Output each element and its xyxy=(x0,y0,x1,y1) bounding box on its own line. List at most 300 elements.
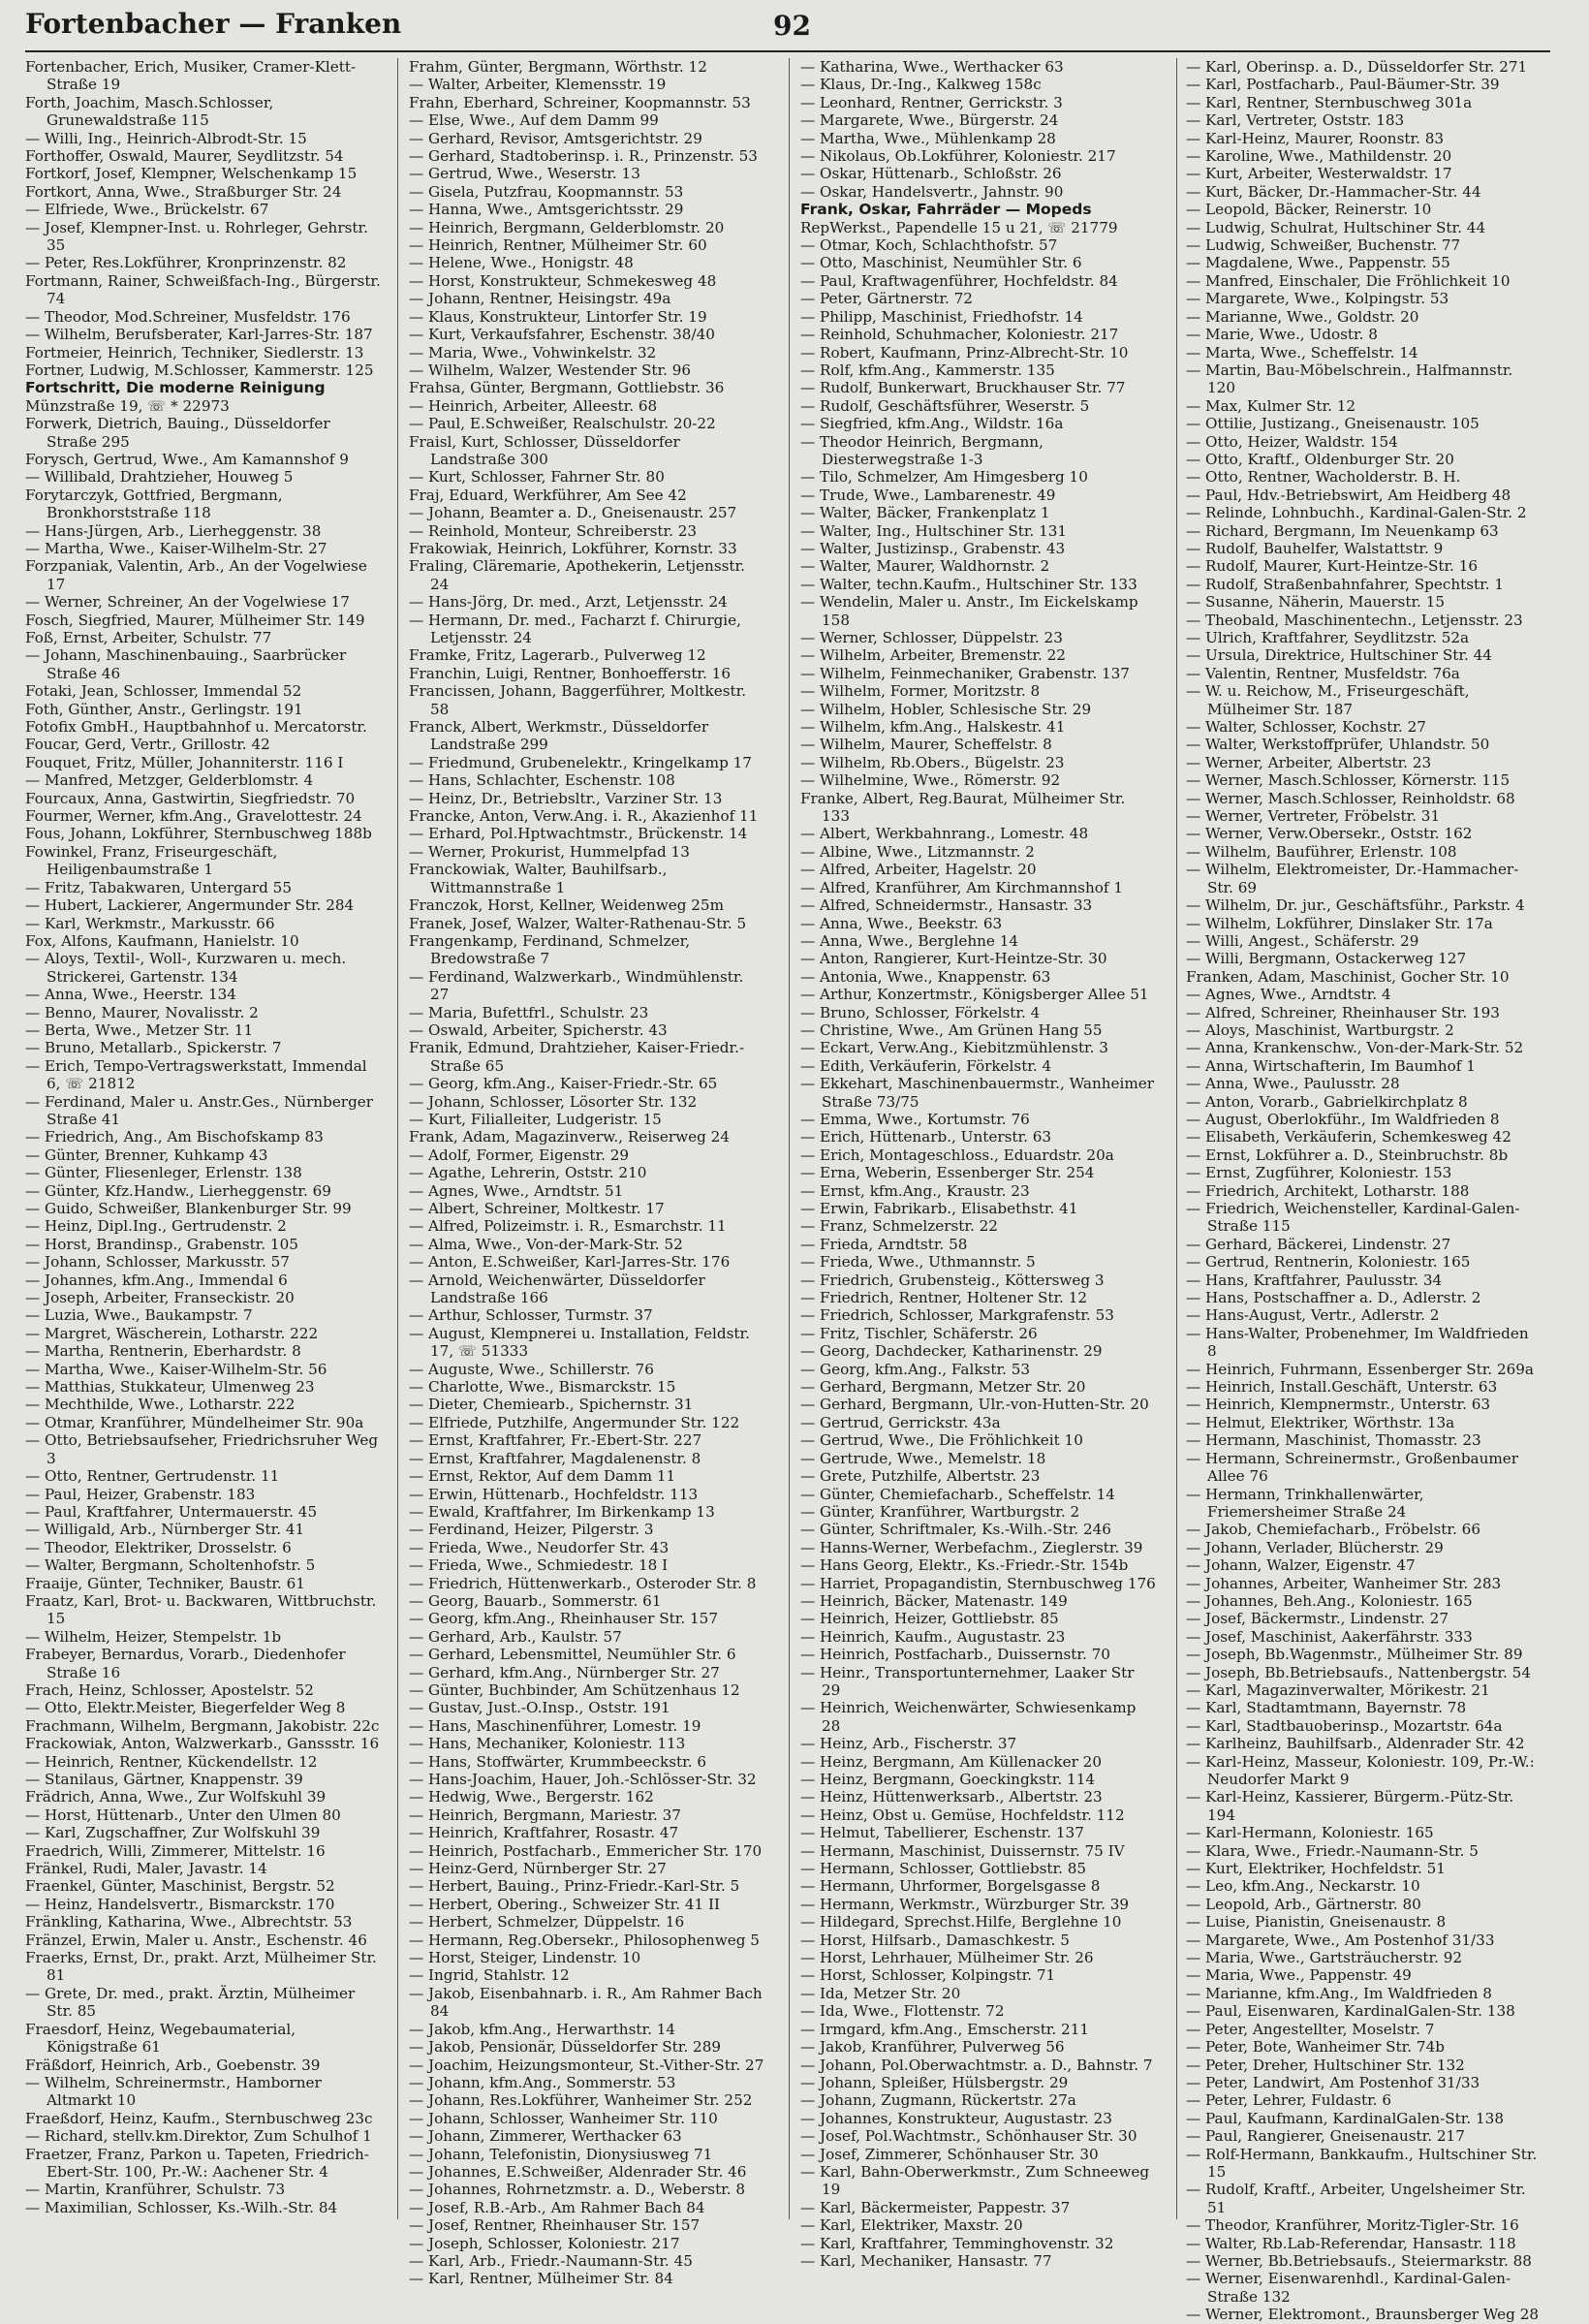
directory-entry: — Elfriede, Wwe., Brückelstr. 67 xyxy=(25,201,269,219)
directory-entry: — Paul, Kaufmann, KardinalGalen-Str. 138 xyxy=(1186,2109,1504,2127)
directory-entry: — Agnes, Wwe., Arndtstr. 51 xyxy=(409,1181,624,1200)
directory-entry: — Susanne, Näherin, Mauerstr. 15 xyxy=(1186,593,1446,612)
directory-entry: — Valentin, Rentner, Musfeldstr. 76a xyxy=(1186,664,1460,682)
directory-entry: Frackowiak, Anton, Walzwerkarb., Ganssstr. 16 xyxy=(25,1735,380,1753)
directory-entry: — Werner, Eisenwarenhdl., Kardinal-Galen-Straße 132 xyxy=(1186,2270,1511,2306)
directory-entry: — Maria, Wwe., Vohwinkelstr. 32 xyxy=(409,343,657,361)
directory-entry: — Werner, Vertreter, Fröbelstr. 31 xyxy=(1186,807,1441,826)
directory-entry: — Dieter, Chemiearb., Spichernstr. 31 xyxy=(409,1396,694,1414)
directory-entry: — Horst, Konstrukteur, Schmekesweg 48 xyxy=(409,271,717,290)
directory-entry: — Auguste, Wwe., Schillerstr. 76 xyxy=(409,1360,654,1378)
directory-entry: — Hans-August, Vertr., Adlerstr. 2 xyxy=(1186,1306,1440,1325)
directory-entry: — Margret, Wäscherein, Lotharstr. 222 xyxy=(25,1324,319,1342)
directory-entry: — Ferdinand, Heizer, Pilgerstr. 3 xyxy=(409,1521,654,1539)
directory-entry: Franckowiak, Walter, Bauhilfsarb., Wittmannstraße 1 xyxy=(409,861,668,896)
directory-entry: — Georg, kfm.Ang., Falkstr. 53 xyxy=(800,1360,1031,1378)
directory-entry: — Karl, Vertreter, Oststr. 183 xyxy=(1186,111,1405,130)
directory-entry: — Erich, Tempo-Vertragswerkstatt, Immendal 6, ☏ 21812 xyxy=(25,1056,367,1093)
directory-entry: — Luise, Pianistin, Gneisenaustr. 8 xyxy=(1186,1913,1447,1931)
directory-entry: — Heinrich, Rentner, Kückendellstr. 12 xyxy=(25,1752,318,1771)
directory-entry: — Heinrich, Install.Geschäft, Unterstr. 63 xyxy=(1186,1378,1498,1397)
directory-entry: — Theobald, Maschinentechn., Letjensstr. 23 xyxy=(1186,611,1523,629)
directory-entry: — Otto, Rentner, Wacholderstr. B. H. xyxy=(1186,468,1461,487)
directory-entry: — Günter, Brenner, Kuhkamp 43 xyxy=(25,1146,268,1164)
directory-entry: — Theodor Heinrich, Bergmann, Diesterwegstraße 1-3 xyxy=(800,432,1044,468)
directory-entry: — Alfred, Schreiner, Rheinhauser Str. 193 xyxy=(1186,1003,1500,1021)
directory-entry: — Antonia, Wwe., Knappenstr. 63 xyxy=(800,967,1051,986)
directory-entry: Fraatz, Karl, Brot- u. Backwaren, Wittbruchstr. 15 xyxy=(25,1591,377,1628)
directory-entry: Frachmann, Wilhelm, Bergmann, Jakobistr. 22c xyxy=(25,1716,380,1735)
directory-entry: — Christine, Wwe., Am Grünen Hang 55 xyxy=(800,1021,1103,1039)
directory-entry: — Hans Georg, Elektr., Ks.-Friedr.-Str. 154b xyxy=(800,1556,1129,1575)
directory-entry: — August, Oberlokführ., Im Waldfrieden 8 xyxy=(1186,1110,1500,1128)
directory-entry: — Anna, Wwe., Paulusstr. 28 xyxy=(1186,1075,1400,1093)
directory-entry: — Wilhelm, Bauführer, Erlenstr. 108 xyxy=(1186,842,1457,861)
directory-entry: — Johann, Spleißer, Hülsbergstr. 29 xyxy=(800,2073,1069,2091)
directory-entry: — Joseph, Bb.Wagenmstr., Mülheimer Str. 89 xyxy=(1186,1646,1523,1664)
directory-entry: Fraling, Cläremarie, Apothekerin, Letjensstr. 24 xyxy=(409,557,745,593)
directory-entry: — Karl, Magazinverwalter, Mörikestr. 21 xyxy=(1186,1680,1490,1699)
directory-entry: — Rolf, kfm.Ang., Kammerstr. 135 xyxy=(800,361,1055,379)
directory-entry: — Alfred, Polizeimstr. i. R., Esmarchstr. 11 xyxy=(409,1217,727,1236)
directory-entry: Fränzel, Erwin, Maler u. Anstr., Eschenstr. 46 xyxy=(25,1931,367,1949)
directory-entry: — Leonhard, Rentner, Gerrickstr. 3 xyxy=(800,93,1063,111)
directory-entry: — Wilhelm, Maurer, Scheffelstr. 8 xyxy=(800,736,1052,754)
directory-entry: — Peter, Gärtnerstr. 72 xyxy=(800,290,973,308)
directory-entry: — Heinrich, Arbeiter, Alleestr. 68 xyxy=(409,396,658,415)
directory-entry: — Johann, kfm.Ang., Sommerstr. 53 xyxy=(409,2073,676,2091)
directory-entry: — Heinz-Gerd, Nürnberger Str. 27 xyxy=(409,1860,667,1878)
directory-entry: — Otto, Heizer, Waldstr. 154 xyxy=(1186,432,1398,451)
directory-entry: Foucar, Gerd, Vertr., Grillostr. 42 xyxy=(25,736,270,754)
directory-entry: — Anton, Rangierer, Kurt-Heintze-Str. 30 xyxy=(800,950,1107,968)
directory-entry: — Joseph, Schlosser, Koloniestr. 217 xyxy=(409,2234,680,2252)
directory-entry: — Else, Wwe., Auf dem Damm 99 xyxy=(409,111,659,130)
directory-entry: — Herbert, Obering., Schweizer Str. 41 II xyxy=(409,1895,721,1913)
directory-entry: — Agathe, Lehrerin, Oststr. 210 xyxy=(409,1164,647,1182)
directory-entry: — Gerhard, Bergmann, Metzer Str. 20 xyxy=(800,1378,1086,1397)
directory-entry: Franchin, Luigi, Rentner, Bonhoefferstr. 16 xyxy=(409,664,732,682)
directory-entry: — Werner, Verw.Obersekr., Oststr. 162 xyxy=(1186,825,1473,843)
directory-entry: — Magdalene, Wwe., Pappenstr. 55 xyxy=(1186,254,1450,272)
directory-entry: — Luzia, Wwe., Baukampstr. 7 xyxy=(25,1306,253,1325)
directory-entry: — Günter, Kfz.Handw., Lierheggenstr. 69 xyxy=(25,1181,331,1200)
page-title: Fortenbacher — Franken xyxy=(25,8,402,40)
directory-entry: — Ernst, Lokführer a. D., Steinbruchstr. 8b xyxy=(1186,1146,1509,1164)
directory-entry: — Stanilaus, Gärtner, Knappenstr. 39 xyxy=(25,1771,303,1788)
directory-entry: — Hildegard, Sprechst.Hilfe, Berglehne 10 xyxy=(800,1913,1122,1931)
directory-entry: — Friedrich, Ang., Am Bischofskamp 83 xyxy=(25,1128,324,1146)
directory-entry: Fraeßdorf, Heinz, Kaufm., Sternbuschweg 23c xyxy=(25,2109,373,2127)
directory-entry: — Hanns-Werner, Werbefachm., Zieglerstr. 39 xyxy=(800,1538,1143,1556)
directory-entry: — Otto, Kraftf., Oldenburger Str. 20 xyxy=(1186,450,1454,468)
directory-entry: Fortkorf, Josef, Klempner, Welschenkamp 15 xyxy=(25,165,358,183)
directory-entry: — Johannes, E.Schweißer, Aldenrader Str. 46 xyxy=(409,2162,747,2181)
directory-entry: — Richard, Bergmann, Im Neuenkamp 63 xyxy=(1186,521,1499,540)
directory-entry: — Oswald, Arbeiter, Spicherstr. 43 xyxy=(409,1021,668,1039)
directory-entry: — Johannes, Beh.Ang., Koloniestr. 165 xyxy=(1186,1591,1473,1610)
directory-entry: — Gertrud, Wwe., Die Fröhlichkeit 10 xyxy=(800,1431,1083,1450)
directory-entry: — Ernst, kfm.Ang., Kraustr. 23 xyxy=(800,1181,1030,1200)
directory-entry: — Werner, Schlosser, Düppelstr. 23 xyxy=(800,629,1063,646)
directory-entry: — Helene, Wwe., Honigstr. 48 xyxy=(409,254,634,272)
directory-entry: — Josef, Zimmerer, Schönhauser Str. 30 xyxy=(800,2145,1099,2163)
directory-entry: — Martha, Rentnerin, Eberhardstr. 8 xyxy=(25,1342,301,1361)
directory-entry: — Ludwig, Schweißer, Buchenstr. 77 xyxy=(1186,236,1461,255)
directory-entry: Fraesdorf, Heinz, Wegebaumaterial, Königstraße 61 xyxy=(25,2020,296,2057)
directory-entry: Franczok, Horst, Kellner, Weidenweg 25m xyxy=(409,896,724,915)
directory-entry: — Walter, Maurer, Waldhornstr. 2 xyxy=(800,557,1050,576)
directory-entry: — Friedrich, Hüttenwerkarb., Osteroder Str. 8 xyxy=(409,1574,757,1592)
directory-entry: — Karl, Stadtamtmann, Bayernstr. 78 xyxy=(1186,1699,1467,1717)
directory-entry: — Friedrich, Architekt, Lotharstr. 188 xyxy=(1186,1181,1470,1200)
directory-entry: — Johannes, Rohrnetzmstr. a. D., Weberstr. 8 xyxy=(409,2181,746,2199)
directory-entry: Fortner, Ludwig, M.Schlosser, Kammerstr. 125 xyxy=(25,361,374,379)
directory-entry: — Karl, Stadtbauoberinsp., Mozartstr. 64a xyxy=(1186,1716,1503,1735)
directory-entry: Fränkling, Katharina, Wwe., Albrechtstr. 53 xyxy=(25,1913,353,1931)
directory-entry: Fortkort, Anna, Wwe., Straßburger Str. 24 xyxy=(25,182,342,201)
directory-entry: — Grete, Dr. med., prakt. Ärztin, Mülheimer Str. 85 xyxy=(25,1984,356,2021)
directory-entry: — Mechthilde, Wwe., Lotharstr. 222 xyxy=(25,1396,296,1414)
directory-entry: — Frieda, Wwe., Uthmannstr. 5 xyxy=(800,1253,1036,1272)
directory-entry: — Heinrich, Bergmann, Gelderblomstr. 20 xyxy=(409,218,725,236)
directory-entry: — Karl, Zugschaffner, Zur Wolfskuhl 39 xyxy=(25,1824,321,1842)
directory-entry: — Irmgard, kfm.Ang., Emscherstr. 211 xyxy=(800,2020,1090,2038)
directory-entry: Frank, Adam, Magazinverw., Reiserweg 24 xyxy=(409,1128,731,1146)
directory-entry: — Ekkehart, Maschinenbauermstr., Wanheimer Straße 73/75 xyxy=(800,1075,1155,1111)
page-header xyxy=(0,0,1589,56)
directory-entry: — Ferdinand, Walzwerkarb., Windmühlenstr. 27 xyxy=(409,967,744,1004)
page-number: 92 xyxy=(773,10,811,42)
directory-entry: — Jakob, Chemiefacharb., Fröbelstr. 66 xyxy=(1186,1521,1480,1539)
directory-entry: — Hermann, Maschinist, Thomasstr. 23 xyxy=(1186,1431,1481,1450)
directory-entry: — Maria, Bufettfrl., Schulstr. 23 xyxy=(409,1003,649,1021)
directory-entry: — Hans-Jörg, Dr. med., Arzt, Letjensstr. 24 xyxy=(409,593,728,612)
directory-entry: — Leo, kfm.Ang., Neckarstr. 10 xyxy=(1186,1877,1420,1896)
directory-entry: — Johannes, Arbeiter, Wanheimer Str. 283 xyxy=(1186,1574,1502,1592)
directory-entry: — Horst, Lehrhauer, Mülheimer Str. 26 xyxy=(800,1949,1094,1967)
directory-entry: — Ewald, Kraftfahrer, Im Birkenkamp 13 xyxy=(409,1502,715,1521)
directory-entry: — Werner, Arbeiter, Albertstr. 23 xyxy=(1186,753,1432,771)
directory-entry: — Arthur, Konzertmstr., Königsberger Allee 51 xyxy=(800,986,1149,1004)
directory-entry: — Hans-Joachim, Hauer, Joh.-Schlösser-Str. 32 xyxy=(409,1771,757,1788)
directory-entry: — Heinr., Transportunternehmer, Laaker Str 29 xyxy=(800,1663,1135,1699)
directory-entry: — Horst, Steiger, Lindenstr. 10 xyxy=(409,1949,641,1967)
directory-entry: Fraetzer, Franz, Parkon u. Tapeten, Friedrich-Ebert-Str. 100, Pr.-W.: Aachener Str. 4 xyxy=(25,2145,369,2181)
directory-entry: — Kurt, Elektriker, Hochfeldstr. 51 xyxy=(1186,1860,1446,1878)
directory-entry: Fortenbacher, Erich, Musiker, Cramer-Klett-Straße 19 xyxy=(25,58,357,94)
directory-entry: — Paul, Rangierer, Gneisenaustr. 217 xyxy=(1186,2127,1465,2146)
directory-entry: — Karl, Kraftfahrer, Temminghovenstr. 32 xyxy=(800,2234,1114,2252)
directory-entry: — Walter, Werkstoffprüfer, Uhlandstr. 50 xyxy=(1186,736,1490,754)
directory-entry: — Hermann, Schreinermstr., Großenbaumer Allee 76 xyxy=(1186,1449,1519,1486)
directory-entry: Fortschritt, Die moderne Reinigung xyxy=(25,379,326,397)
directory-entry: Fränkel, Rudi, Maler, Javastr. 14 xyxy=(25,1860,267,1878)
directory-entry: — Kurt, Schlosser, Fahrner Str. 80 xyxy=(409,468,665,487)
directory-entry: — Horst, Hüttenarb., Unter den Ulmen 80 xyxy=(25,1806,341,1824)
directory-entry: — Heinz, Bergmann, Goeckingkstr. 114 xyxy=(800,1771,1096,1788)
column-3 xyxy=(800,58,1157,2270)
directory-entry: Franck, Albert, Werkmstr., Düsseldorfer Landstraße 299 xyxy=(409,718,709,754)
directory-entry: — Johannes, kfm.Ang., Immendal 6 xyxy=(25,1271,288,1289)
directory-entry: — Johann, Pol.Oberwachtmstr. a. D., Bahnstr. 7 xyxy=(800,2056,1153,2074)
directory-entry: — Marianne, kfm.Ang., Im Waldfrieden 8 xyxy=(1186,1984,1492,2002)
directory-entry: — Karl, Arb., Friedr.-Naumann-Str. 45 xyxy=(409,2251,693,2270)
directory-entry: — Ernst, Kraftfahrer, Fr.-Ebert-Str. 227 xyxy=(409,1431,702,1450)
directory-entry: — Klara, Wwe., Friedr.-Naumann-Str. 5 xyxy=(1186,1841,1479,1860)
directory-entry: — Berta, Wwe., Metzer Str. 11 xyxy=(25,1021,254,1039)
directory-entry: — Heinrich, Kaufm., Augustastr. 23 xyxy=(800,1627,1066,1646)
directory-entry: — Günter, Chemiefacharb., Scheffelstr. 14 xyxy=(800,1485,1115,1503)
directory-entry: — Karl, Oberinsp. a. D., Düsseldorfer Str. 271 xyxy=(1186,58,1528,76)
directory-entry: — Hans-Walter, Probenehmer, Im Waldfrieden 8 xyxy=(1186,1324,1529,1361)
directory-entry: — Alma, Wwe., Von-der-Mark-Str. 52 xyxy=(409,1235,683,1253)
directory-entry: — Theodor, Mod.Schreiner, Musfeldstr. 176 xyxy=(25,307,351,326)
directory-entry: Fotofix GmbH., Hauptbahnhof u. Mercatorstr. xyxy=(25,718,367,737)
directory-entry: — Karlheinz, Bauhilfsarb., Aldenrader Str. 42 xyxy=(1186,1735,1525,1753)
directory-entry: — Walter, Justizinsp., Grabenstr. 43 xyxy=(800,539,1066,557)
directory-entry: Framke, Fritz, Lagerarb., Pulverweg 12 xyxy=(409,646,706,665)
directory-entry: Fraisl, Kurt, Schlosser, Düsseldorfer Landstraße 300 xyxy=(409,432,680,468)
directory-entry: Fraenkel, Günter, Maschinist, Bergstr. 52 xyxy=(25,1877,335,1896)
directory-entry: Fowinkel, Franz, Friseurgeschäft, Heiligenbaumstraße 1 xyxy=(25,842,278,879)
directory-entry: — Walter, Arbeiter, Klemensstr. 19 xyxy=(409,76,667,94)
directory-entry: — Grete, Putzhilfe, Albertstr. 23 xyxy=(800,1467,1041,1486)
directory-entry: — Heinrich, Kraftfahrer, Rosastr. 47 xyxy=(409,1824,679,1842)
directory-entry: — Siegfried, kfm.Ang., Wildstr. 16a xyxy=(800,415,1064,433)
directory-entry: — Paul, E.Schweißer, Realschulstr. 20-22 xyxy=(409,415,716,433)
directory-entry: — Gerhard, kfm.Ang., Nürnberger Str. 27 xyxy=(409,1663,720,1681)
directory-entry: — Rudolf, Geschäftsführer, Weserstr. 5 xyxy=(800,396,1090,415)
directory-entry: — Georg, Dachdecker, Katharinenstr. 29 xyxy=(800,1342,1103,1361)
directory-entry: — Anna, Wwe., Beekstr. 63 xyxy=(800,914,1003,932)
directory-entry: — Peter, Lehrer, Fuldastr. 6 xyxy=(1186,2091,1391,2110)
directory-entry: — Otmar, Kranführer, Mündelheimer Str. 90a xyxy=(25,1413,364,1431)
directory-entry: — Horst, Schlosser, Kolpingstr. 71 xyxy=(800,1966,1056,1985)
directory-entry: — Arnold, Weichenwärter, Düsseldorfer Landstraße 166 xyxy=(409,1271,705,1307)
directory-entry: — Martha, Wwe., Mühlenkamp 28 xyxy=(800,129,1056,147)
directory-entry: — Wilhelm, Hobler, Schlesische Str. 29 xyxy=(800,700,1092,718)
directory-entry: Fox, Alfons, Kaufmann, Hanielstr. 10 xyxy=(25,931,299,950)
directory-entry: — Heinz, Bergmann, Am Küllenacker 20 xyxy=(800,1752,1102,1771)
directory-entry: — Klaus, Dr.-Ing., Kalkweg 158c xyxy=(800,76,1042,94)
directory-entry: — Johann, Zugmann, Rückertstr. 27a xyxy=(800,2091,1076,2110)
directory-entry: — Gerhard, Lebensmittel, Neumühler Str. 6 xyxy=(409,1646,736,1664)
directory-entry: Fraaije, Günter, Techniker, Baustr. 61 xyxy=(25,1574,305,1592)
directory-entry: Fourmer, Werner, kfm.Ang., Gravelottestr. 24 xyxy=(25,807,362,826)
directory-entry: — Johann, Schlosser, Lösorter Str. 132 xyxy=(409,1092,698,1111)
directory-entry: — Werner, Bb.Betriebsaufs., Steiermarkstr. 88 xyxy=(1186,2251,1532,2270)
directory-entry: — Rudolf, Kraftf., Arbeiter, Ungelsheimer Str. 51 xyxy=(1186,2181,1526,2216)
directory-entry: — Heinz, Hüttenwerksarb., Albertstr. 23 xyxy=(800,1788,1103,1806)
directory-entry: Frahsa, Günter, Bergmann, Gottliebstr. 36 xyxy=(409,379,725,397)
directory-entry: Franik, Edmund, Drahtzieher, Kaiser-Friedr.-Straße 65 xyxy=(409,1039,745,1075)
directory-entry: — Ernst, Rektor, Auf dem Damm 11 xyxy=(409,1467,676,1486)
directory-entry: — Heinz, Handelsvertr., Bismarckstr. 170 xyxy=(25,1895,335,1913)
directory-entry: — Hans, Maschinenführer, Lomestr. 19 xyxy=(409,1716,701,1735)
directory-entry: — Friedrich, Schlosser, Markgrafenstr. 53 xyxy=(800,1306,1114,1325)
directory-entry: — Eckart, Verw.Ang., Kiebitzmühlenstr. 3 xyxy=(800,1039,1108,1057)
directory-entry: — Joseph, Arbeiter, Franseckistr. 20 xyxy=(25,1289,295,1307)
directory-entry: — Otto, Rentner, Gertrudenstr. 11 xyxy=(25,1467,280,1486)
directory-entry: — Paul, Heizer, Grabenstr. 183 xyxy=(25,1485,256,1503)
directory-entry: — Werner, Elektromont., Braunsberger Weg 28 xyxy=(1186,2306,1540,2324)
directory-entry: — Heinrich, Bergmann, Mariestr. 37 xyxy=(409,1806,681,1824)
directory-entry: — Hedwig, Wwe., Bergerstr. 162 xyxy=(409,1788,654,1806)
directory-entry: — Walter, Bergmann, Scholtenhofstr. 5 xyxy=(25,1556,316,1575)
column-1 xyxy=(25,58,382,2219)
directory-entry: — Leopold, Arb., Gärtnerstr. 80 xyxy=(1186,1895,1421,1913)
directory-entry: — Erhard, Pol.Hptwachtmstr., Brückenstr. 14 xyxy=(409,825,748,843)
directory-entry: — August, Klempnerei u. Installation, Feldstr. 17, ☏ 51333 xyxy=(409,1324,750,1361)
directory-entry: — Ursula, Direktrice, Hultschiner Str. 44 xyxy=(1186,646,1492,665)
directory-entry: — Bruno, Metallarb., Spickerstr. 7 xyxy=(25,1039,282,1057)
directory-entry: Fous, Johann, Lokführer, Sternbuschweg 188b xyxy=(25,825,372,843)
directory-entry: Foth, Günther, Anstr., Gerlingstr. 191 xyxy=(25,700,303,718)
directory-entry: — Werner, Prokurist, Hummelpfad 13 xyxy=(409,842,690,861)
directory-entry: Fosch, Siegfried, Maurer, Mülheimer Str. 149 xyxy=(25,611,365,629)
directory-entry: — Oskar, Handelsvertr., Jahnstr. 90 xyxy=(800,182,1064,201)
directory-entry: — Heinrich, Fuhrmann, Essenberger Str. 269a xyxy=(1186,1360,1534,1378)
directory-entry: — Horst, Hilfsarb., Damaschkestr. 5 xyxy=(800,1931,1070,1949)
directory-entry: — Erna, Weberin, Essenberger Str. 254 xyxy=(800,1164,1095,1182)
directory-entry: — Ferdinand, Maler u. Anstr.Ges., Nürnberger Straße 41 xyxy=(25,1092,374,1128)
directory-entry: — Anton, E.Schweißer, Karl-Jarres-Str. 176 xyxy=(409,1253,731,1272)
directory-entry: Forytarczyk, Gottfried, Bergmann, Bronkhorststraße 118 xyxy=(25,486,283,522)
directory-entry: — Josef, Rentner, Rheinhauser Str. 157 xyxy=(409,2216,701,2235)
directory-entry: — Tilo, Schmelzer, Am Himgesberg 10 xyxy=(800,468,1088,487)
directory-entry: Fouquet, Fritz, Müller, Johanniterstr. 116 I xyxy=(25,753,344,771)
directory-entry: — Günter, Fliesenleger, Erlenstr. 138 xyxy=(25,1164,302,1182)
directory-entry: Foß, Ernst, Arbeiter, Schulstr. 77 xyxy=(25,629,272,646)
directory-entry: — Georg, Bauarb., Sommerstr. 61 xyxy=(409,1591,662,1610)
directory-entry: — Jakob, kfm.Ang., Herwarthstr. 14 xyxy=(409,2020,676,2038)
directory-entry: — Rudolf, Maurer, Kurt-Heintze-Str. 16 xyxy=(1186,557,1479,576)
directory-entry: — Erich, Hüttenarb., Unterstr. 63 xyxy=(800,1128,1052,1146)
directory-entry: — Kurt, Filialleiter, Ludgeristr. 15 xyxy=(409,1110,662,1128)
directory-entry: — Peter, Angestellter, Moselstr. 7 xyxy=(1186,2020,1435,2038)
directory-entry: — Frieda, Arndtstr. 58 xyxy=(800,1235,968,1253)
directory-entry: Frakowiak, Heinrich, Lokführer, Kornstr. 33 xyxy=(409,539,737,557)
directory-entry: — Karl, Elektriker, Maxstr. 20 xyxy=(800,2216,1023,2235)
directory-entry: — Josef, Klempner-Inst. u. Rohrleger, Gehrstr. 35 xyxy=(25,218,368,255)
directory-entry: Forzpaniak, Valentin, Arb., An der Vogelwiese 17 xyxy=(25,557,367,593)
directory-entry: — Emma, Wwe., Kortumstr. 76 xyxy=(800,1110,1030,1128)
directory-entry: — Karoline, Wwe., Mathildenstr. 20 xyxy=(1186,147,1452,166)
directory-entry: — Agnes, Wwe., Arndtstr. 4 xyxy=(1186,986,1391,1004)
directory-entry: — Wilhelm, Rb.Obers., Bügelstr. 23 xyxy=(800,753,1065,771)
directory-entry: — Wilhelm, Feinmechaniker, Grabenstr. 137 xyxy=(800,664,1130,682)
directory-entry: — Friedrich, Grubensteig., Köttersweg 3 xyxy=(800,1271,1105,1289)
directory-entry: — Hermann, Reg.Obersekr., Philosophenweg 5 xyxy=(409,1931,760,1949)
directory-entry: — Hans-Jürgen, Arb., Lierheggenstr. 38 xyxy=(25,521,322,540)
directory-entry: — Ida, Metzer Str. 20 xyxy=(800,1984,961,2002)
directory-entry: — Klaus, Konstrukteur, Lintorfer Str. 19 xyxy=(409,307,707,326)
directory-entry: Frabeyer, Bernardus, Vorarb., Diedenhofer Straße 16 xyxy=(25,1646,346,1681)
directory-entry: — Ottilie, Justizang., Gneisenaustr. 105 xyxy=(1186,415,1480,433)
directory-entry: — Wilhelm, Arbeiter, Bremenstr. 22 xyxy=(800,646,1066,665)
directory-entry: — Ingrid, Stahlstr. 12 xyxy=(409,1966,570,1985)
directory-entry: — Ernst, Zugführer, Koloniestr. 153 xyxy=(1186,1164,1452,1182)
directory-entry: — Fritz, Tischler, Schäferstr. 26 xyxy=(800,1324,1038,1342)
directory-entry: — Otto, Betriebsaufseher, Friedrichsruher Weg 3 xyxy=(25,1431,379,1467)
directory-entry: — Gertrude, Wwe., Memelstr. 18 xyxy=(800,1449,1046,1467)
directory-entry: — Karl-Heinz, Masseur, Koloniestr. 109, Pr.-W.: Neudorfer Markt 9 xyxy=(1186,1752,1535,1788)
directory-entry: — Matthias, Stukkateur, Ulmenweg 23 xyxy=(25,1378,315,1397)
directory-entry: — Günter, Schriftmaler, Ks.-Wilh.-Str. 246 xyxy=(800,1521,1111,1539)
directory-entry: — Reinhold, Schuhmacher, Koloniestr. 217 xyxy=(800,326,1119,344)
directory-entry: Franek, Josef, Walzer, Walter-Rathenau-Str. 5 xyxy=(409,914,747,932)
directory-entry: — Wilhelm, Dr. jur., Geschäftsführ., Parkstr. 4 xyxy=(1186,896,1525,915)
directory-entry: — Johann, Zimmerer, Werthacker 63 xyxy=(409,2127,682,2146)
directory-entry: Fräßdorf, Heinrich, Arb., Goebenstr. 39 xyxy=(25,2056,321,2074)
directory-entry: — Margarete, Wwe., Am Postenhof 31/33 xyxy=(1186,1931,1495,1949)
directory-entry: — Werner, Masch.Schlosser, Reinholdstr. 68 xyxy=(1186,789,1515,807)
directory-entry: Fraerks, Ernst, Dr., prakt. Arzt, Mülheimer Str. 81 xyxy=(25,1949,377,1985)
directory-entry: Franken, Adam, Maschinist, Gocher Str. 10 xyxy=(1186,967,1510,986)
directory-entry: — Peter, Bote, Wanheimer Str. 74b xyxy=(1186,2038,1445,2057)
directory-entry: — Gertrud, Gerrickstr. 43a xyxy=(800,1413,1001,1431)
directory-entry: — Wilhelm, Schreinermstr., Hamborner Altmarkt 10 xyxy=(25,2073,322,2110)
directory-entry: — Ida, Wwe., Flottenstr. 72 xyxy=(800,2002,1005,2021)
directory-entry: — Werner, Masch.Schlosser, Körnerstr. 115 xyxy=(1186,771,1511,790)
directory-entry: Forthoffer, Oswald, Maurer, Seydlitzstr. 54 xyxy=(25,147,344,166)
directory-entry: — Kurt, Bäcker, Dr.-Hammacher-Str. 44 xyxy=(1186,182,1481,201)
directory-entry: — Philipp, Maschinist, Friedhofstr. 14 xyxy=(800,307,1083,326)
directory-entry: — Adolf, Former, Eigenstr. 29 xyxy=(409,1146,630,1164)
directory-columns xyxy=(25,58,1556,2324)
directory-entry: — Georg, kfm.Ang., Rheinhauser Str. 157 xyxy=(409,1610,718,1628)
directory-entry: — Gertrud, Wwe., Weserstr. 13 xyxy=(409,165,640,183)
directory-entry: Fourcaux, Anna, Gastwirtin, Siegfriedstr. 70 xyxy=(25,789,356,807)
directory-entry: — Jakob, Pensionär, Düsseldorfer Str. 289 xyxy=(409,2038,722,2057)
directory-entry: — Robert, Kaufmann, Prinz-Albrecht-Str. 10 xyxy=(800,343,1129,361)
directory-entry: — Walter, Ing., Hultschiner Str. 131 xyxy=(800,521,1068,540)
directory-entry: — Relinde, Lohnbuchh., Kardinal-Galen-Str. 2 xyxy=(1186,504,1527,522)
directory-entry: — Heinz, Arb., Fischerstr. 37 xyxy=(800,1735,1017,1753)
directory-entry: — Marta, Wwe., Scheffelstr. 14 xyxy=(1186,343,1418,361)
directory-entry: — Karl, Bäckermeister, Pappestr. 37 xyxy=(800,2198,1071,2216)
directory-entry: — Karl, Bahn-Oberwerkmstr., Zum Schneeweg 19 xyxy=(800,2162,1150,2199)
directory-entry: — Johann, Walzer, Eigenstr. 47 xyxy=(1186,1556,1416,1575)
directory-entry: — Hermann, Uhrformer, Borgelsgasse 8 xyxy=(800,1877,1101,1896)
directory-entry: — Rudolf, Straßenbahnfahrer, Spechtstr. 1 xyxy=(1186,575,1505,593)
directory-entry: — Gerhard, Revisor, Amtsgerichtstr. 29 xyxy=(409,129,702,147)
directory-entry: — Nikolaus, Ob.Lokführer, Koloniestr. 217 xyxy=(800,147,1116,166)
directory-entry: — Guido, Schweißer, Blankenburger Str. 99 xyxy=(25,1200,352,1217)
directory-entry: — Heinrich, Bäcker, Matenastr. 149 xyxy=(800,1591,1068,1610)
directory-entry: — Joseph, Bb.Betriebsaufs., Nattenbergstr. 54 xyxy=(1186,1663,1531,1681)
directory-entry: — Paul, Kraftwagenführer, Hochfeldstr. 84 xyxy=(800,271,1118,290)
directory-entry: — Richard, stellv.km.Direktor, Zum Schulhof 1 xyxy=(25,2127,372,2146)
directory-entry: — Harriet, Propagandistin, Sternbuschweg 176 xyxy=(800,1574,1156,1592)
directory-entry: — Karl, Mechaniker, Hansastr. 77 xyxy=(800,2251,1052,2270)
directory-entry: — Martha, Wwe., Kaiser-Wilhelm-Str. 56 xyxy=(25,1360,327,1378)
directory-entry: — Franz, Schmelzerstr. 22 xyxy=(800,1217,998,1236)
directory-entry: Frahm, Günter, Bergmann, Wörthstr. 12 xyxy=(409,58,707,76)
directory-entry: — Gerhard, Bergmann, Ulr.-von-Hutten-Str. 20 xyxy=(800,1396,1149,1414)
directory-entry: — Ernst, Kraftfahrer, Magdalenenstr. 8 xyxy=(409,1449,701,1467)
directory-entry: — Aloys, Textil-, Woll-, Kurzwaren u. mech. Strickerei, Gartenstr. 134 xyxy=(25,950,347,986)
directory-entry: — Kurt, Verkaufsfahrer, Eschenstr. 38/40 xyxy=(409,326,715,344)
directory-entry: Frädrich, Anna, Wwe., Zur Wolfskuhl 39 xyxy=(25,1788,327,1806)
directory-entry: Fraj, Eduard, Werkführer, Am See 42 xyxy=(409,486,687,504)
directory-entry: — Heinrich, Weichenwärter, Schwiesenkamp 28 xyxy=(800,1699,1137,1735)
directory-entry: — Hans, Schlachter, Eschenstr. 108 xyxy=(409,771,675,790)
directory-entry: — Johann, Verlader, Blücherstr. 29 xyxy=(1186,1538,1444,1556)
directory-entry: — Hermann, Maschinist, Duissernstr. 75 IV xyxy=(800,1841,1125,1860)
directory-entry: — Friedrich, Rentner, Holtener Str. 12 xyxy=(800,1289,1088,1307)
